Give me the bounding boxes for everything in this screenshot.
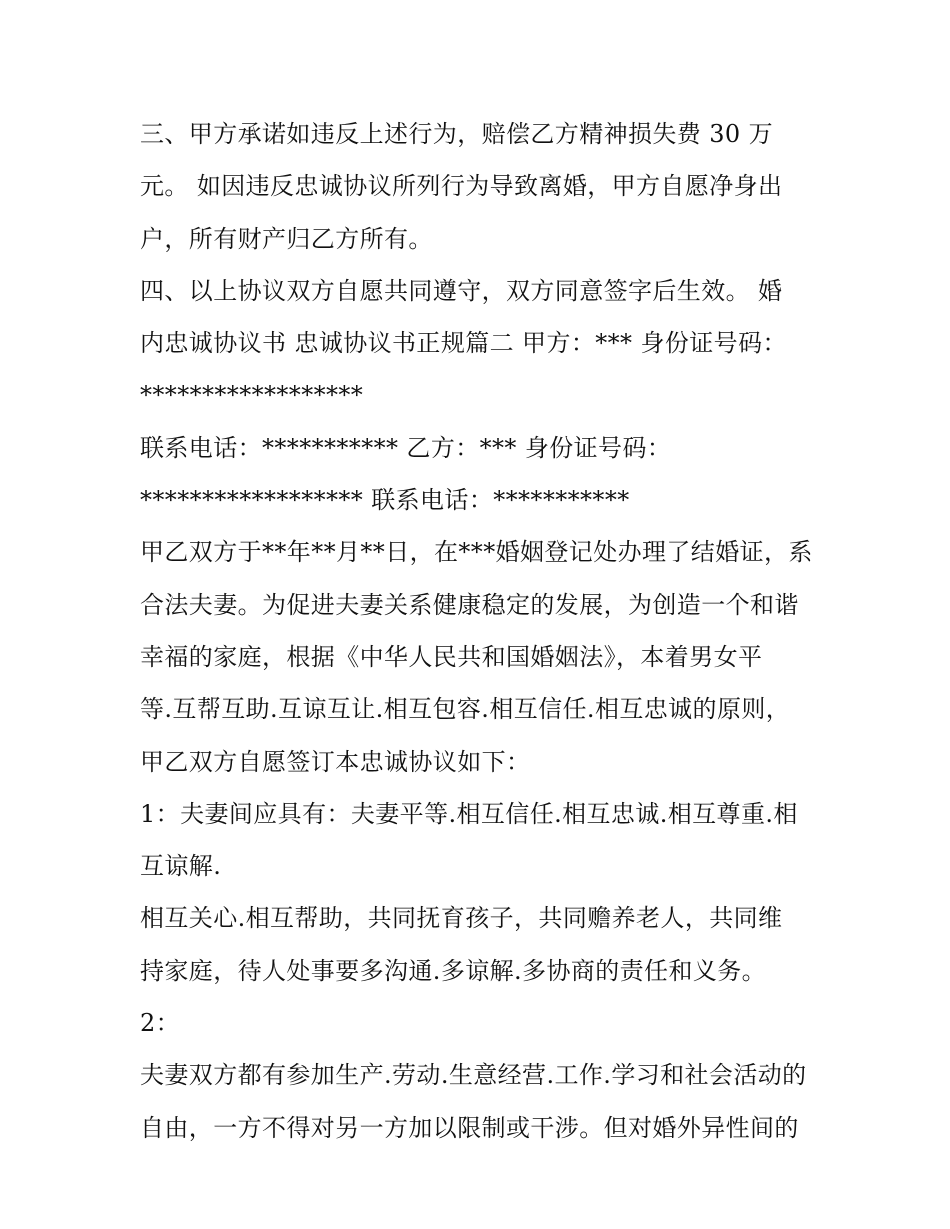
text-line: 相互关心.相互帮助，共同抚育孩子，共同赡养老人，共同维 — [140, 904, 783, 933]
text-line: ****************** — [140, 381, 364, 410]
text-line: 内忠诚协议书 忠诚协议书正规篇二 甲方：*** 身份证号码： — [140, 329, 787, 358]
text-line: 元。 如因违反忠诚协议所列行为导致离婚，甲方自愿净身出 — [140, 172, 783, 201]
text-line: 互谅解. — [140, 852, 222, 881]
text-line: 自由，一方不得对另一方加以限制或干涉。但对婚外异性间的 — [140, 1113, 799, 1142]
text-line: 三、甲方承诺如违反上述行为，赔偿乙方精神损失费 30 万 — [140, 120, 773, 148]
text-line: 幸福的家庭，根据《中华人民共和国婚姻法》，本着男女平 — [140, 642, 763, 671]
text-line: 户，所有财产归乙方所有。 — [140, 224, 433, 253]
text-line: ****************** 联系电话：*********** — [140, 486, 630, 515]
text-line: 等.互帮互助.互谅互让.相互包容.相互信任.相互忠诚的原则， — [140, 695, 791, 724]
text-line: 甲乙双方于**年**月**日，在***婚姻登记处办理了结婚证，系 — [140, 538, 813, 567]
document-body — [140, 108, 820, 1154]
text-line: 联系电话：*********** 乙方：*** 身份证号码： — [140, 433, 672, 462]
text-line: 夫妻双方都有参加生产.劳动.生意经营.工作.学习和社会活动的 — [140, 1061, 807, 1090]
text-line: 持家庭，待人处事要多沟通.多谅解.多协商的责任和义务。 — [140, 956, 767, 985]
text-line: 四、以上协议双方自愿共同遵守，双方同意签字后生效。 婚 — [140, 276, 783, 305]
text-line: 1：夫妻间应具有：夫妻平等.相互信任.相互忠诚.相互尊重.相 — [140, 799, 798, 828]
text-line: 甲乙双方自愿签订本忠诚协议如下： — [140, 747, 531, 776]
text-line: 2： — [140, 1009, 181, 1038]
text-line: 合法夫妻。为促进夫妻关系健康稳定的发展，为创造一个和谐 — [140, 590, 799, 619]
